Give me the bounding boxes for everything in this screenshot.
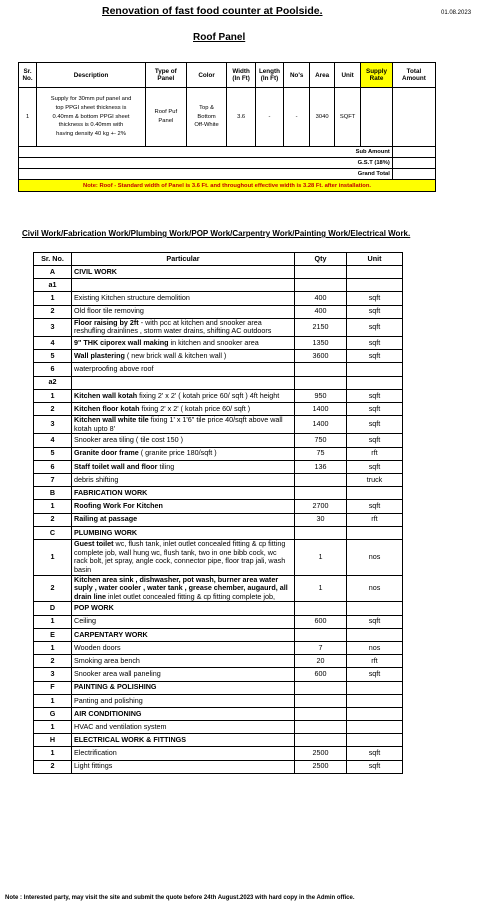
sub-amount-value [392, 147, 435, 158]
table-row [34, 760, 403, 773]
row-sr: D [34, 602, 72, 615]
table-row [34, 707, 403, 720]
table-row [34, 539, 403, 575]
row-particular-text: Old floor tile removing [74, 306, 144, 316]
row-qty [295, 681, 347, 694]
table-row [34, 747, 403, 760]
row-particular-text: Ceiling [74, 616, 96, 626]
header-description: Description [37, 63, 146, 88]
header-nos: No's [284, 63, 310, 88]
table-row [34, 305, 403, 318]
row-particular [72, 416, 295, 434]
row-qty: 600 [295, 615, 347, 628]
desc-line: 0.40mm & bottom PPGI sheet [52, 113, 130, 120]
row-sr: 1 [34, 641, 72, 654]
table-row [34, 575, 403, 602]
row-sr: 1 [34, 694, 72, 707]
row-particular-text: Electrification [74, 748, 117, 758]
header-particular: Particular [72, 253, 295, 266]
row-unit [347, 266, 403, 279]
row-particular [72, 668, 295, 681]
row-particular-text: AIR CONDITIONING [74, 708, 142, 718]
row-qty [295, 266, 347, 279]
table-row [34, 416, 403, 434]
row-sr: 2 [34, 655, 72, 668]
row-sr: F [34, 681, 72, 694]
row-particular [72, 602, 295, 615]
row-unit: sqft [347, 402, 403, 415]
row-particular [72, 500, 295, 513]
row-qty: 2150 [295, 318, 347, 336]
row-particular-text: HVAC and ventilation system [74, 721, 167, 731]
row-qty [295, 487, 347, 500]
row-particular-text: Light fittings [74, 761, 113, 771]
row-qty: 1350 [295, 337, 347, 350]
row-qty: 400 [295, 305, 347, 318]
row-particular-text: fixing 2' x 2' ( kotah price 60/ sqft ) [139, 403, 251, 413]
row-particular [72, 513, 295, 526]
row-qty: 20 [295, 655, 347, 668]
table-row [34, 266, 403, 279]
table-row [34, 734, 403, 747]
row-qty: 7 [295, 641, 347, 654]
header-sr-no: Sr. No. [34, 253, 72, 266]
row-unit [347, 681, 403, 694]
row-sr: B [34, 487, 72, 500]
row-qty [295, 279, 347, 292]
row-unit: rft [347, 447, 403, 460]
cell-length: - [255, 88, 283, 147]
row-unit: sqft [347, 747, 403, 760]
row-qty [295, 474, 347, 487]
row-unit: sqft [347, 615, 403, 628]
footer-note: Note : Interested party, may visit the site and submit the quote before 24th August.2023 with hard copy in the Admin office. [5, 895, 355, 901]
row-particular [72, 292, 295, 305]
table-row [34, 694, 403, 707]
row-particular [72, 376, 295, 389]
table-row [34, 681, 403, 694]
row-sr: 5 [34, 447, 72, 460]
table-row [34, 513, 403, 526]
row-qty: 75 [295, 447, 347, 460]
row-particular [72, 760, 295, 773]
row-particular-text: Panting and polishing [74, 695, 143, 705]
cell-total [392, 88, 435, 147]
row-particular-bold: Floor raising by 2ft [74, 318, 139, 327]
row-unit: rft [347, 513, 403, 526]
row-unit: truck [347, 474, 403, 487]
row-sr: 3 [34, 668, 72, 681]
table-row [34, 389, 403, 402]
row-qty: 400 [295, 292, 347, 305]
row-qty: 1 [295, 539, 347, 575]
row-qty: 136 [295, 460, 347, 473]
cell-area: 3040 [310, 88, 335, 147]
row-particular-text: - with pcc at kitchen and snooker area reshufling drainlines , storm water drains, shifting AC outdoors [74, 318, 272, 336]
row-unit: sqft [347, 668, 403, 681]
row-particular-bold: Kitchen wall white tile [74, 415, 149, 425]
row-particular [72, 434, 295, 447]
sub-amount-label: Sub Amount [19, 147, 393, 158]
row-unit [347, 526, 403, 539]
row-particular [72, 305, 295, 318]
table-row [34, 641, 403, 654]
row-particular [72, 707, 295, 720]
row-qty [295, 628, 347, 641]
row-particular-bold: Staff toilet wall and floor [74, 461, 158, 471]
roof-panel-table [18, 62, 436, 192]
row-sr: 2 [34, 402, 72, 415]
row-sr: A [34, 266, 72, 279]
row-particular-text: CARPENTARY WORK [74, 629, 148, 639]
row-particular-text: FABRICATION WORK [74, 487, 148, 497]
row-particular-text: tiling [157, 461, 175, 471]
row-particular-text: waterproofing above roof [74, 364, 154, 374]
row-qty [295, 376, 347, 389]
row-particular-text: CIVIL WORK [74, 266, 117, 276]
desc-line: top PPGI sheet thickness is [55, 104, 127, 111]
row-qty [295, 707, 347, 720]
row-qty: 3600 [295, 350, 347, 363]
row-sr: G [34, 707, 72, 720]
row-qty: 1400 [295, 416, 347, 434]
row-sr: 6 [34, 363, 72, 376]
row-qty: 1400 [295, 402, 347, 415]
row-particular [72, 655, 295, 668]
row-particular-text: POP WORK [74, 603, 114, 613]
row-sr: a2 [34, 376, 72, 389]
roof-note: Note: Roof - Standard width of Panel is 3.6 Ft. and throughout effective width is 3.28 Ft. after installation. [19, 180, 436, 192]
grand-total-label: Grand Total [19, 169, 393, 180]
table-row [34, 363, 403, 376]
row-particular [72, 447, 295, 460]
row-qty [295, 694, 347, 707]
row-particular-bold: Wall plastering [74, 350, 125, 360]
table-row [34, 628, 403, 641]
row-unit: sqft [347, 350, 403, 363]
table-row [34, 376, 403, 389]
table-row [34, 668, 403, 681]
row-qty: 1 [295, 575, 347, 602]
row-sr: 2 [34, 305, 72, 318]
type-line: Roof Puf [154, 109, 178, 116]
row-particular [72, 279, 295, 292]
row-particular-text: Snooker area wall paneling [74, 669, 161, 679]
work-table [33, 252, 403, 774]
cell-type [145, 88, 186, 147]
row-particular-text: ( new brick wall & kitchen wall ) [124, 350, 227, 360]
row-sr: C [34, 526, 72, 539]
row-sr: 4 [34, 434, 72, 447]
row-sr: 1 [34, 539, 72, 575]
row-sr: 5 [34, 350, 72, 363]
cell-sr: 1 [19, 88, 37, 147]
row-sr: 1 [34, 615, 72, 628]
row-sr: H [34, 734, 72, 747]
row-unit: rft [347, 655, 403, 668]
row-particular [72, 487, 295, 500]
row-particular-text: inlet outlet concealed fitting & cp fitting complete job, [105, 591, 275, 601]
table-row [34, 447, 403, 460]
row-particular [72, 337, 295, 350]
header-width: Width (In Ft) [227, 63, 255, 88]
row-unit: sqft [347, 337, 403, 350]
table-row [34, 655, 403, 668]
row-particular-bold: Kitchen area sink , dishwasher, pot wash, burner area water suply , water cooler , water tank , grease chember, augaurd, all drain line [74, 575, 288, 601]
row-particular-text: debris shifting [74, 474, 119, 484]
row-particular-bold: Kitchen wall kotah [74, 390, 138, 400]
row-sr: 1 [34, 747, 72, 760]
row-particular-text: Snooker area tiling ( tile cost 150 ) [74, 435, 184, 445]
row-particular-text: fixing 2' x 2' ( kotah price 60/ sqft ) 4ft height [137, 390, 280, 400]
row-particular-bold: Roofing Work For Kitchen [74, 501, 163, 511]
row-particular [72, 318, 295, 336]
cell-color [186, 88, 227, 147]
cell-description [37, 88, 146, 147]
row-unit [347, 628, 403, 641]
document-date: 01.08.2023 [441, 10, 472, 16]
row-particular-bold: Kitchen floor kotah [74, 403, 140, 413]
row-qty: 2500 [295, 747, 347, 760]
header-unit: Unit [347, 253, 403, 266]
row-particular [72, 539, 295, 575]
row-unit: sqft [347, 305, 403, 318]
row-sr: 1 [34, 721, 72, 734]
row-unit: sqft [347, 500, 403, 513]
row-unit [347, 279, 403, 292]
gst-value [392, 158, 435, 169]
roof-panel-subtitle: Roof Panel [193, 32, 246, 43]
table-row [34, 500, 403, 513]
row-unit [347, 734, 403, 747]
table-row [34, 602, 403, 615]
row-particular [72, 575, 295, 602]
row-unit [347, 707, 403, 720]
row-sr: 3 [34, 318, 72, 336]
row-particular [72, 721, 295, 734]
table-row [34, 402, 403, 415]
row-particular-text: Smoking area bench [74, 655, 140, 665]
row-unit [347, 694, 403, 707]
row-unit: sqft [347, 318, 403, 336]
row-unit [347, 376, 403, 389]
row-particular-bold: Railing at passage [74, 514, 138, 524]
row-particular-text: wc, flush tank, inlet outlet concealed fitting & cp fitting complete job, wall hung wc, flush tank, two in one bibb cock, wc rack bolt, jet spray, angle cock, connector pipe, floor trap jali, wash basin [74, 539, 286, 574]
table-row [34, 615, 403, 628]
row-qty: 600 [295, 668, 347, 681]
row-qty [295, 721, 347, 734]
row-qty: 950 [295, 389, 347, 402]
table-row [34, 526, 403, 539]
row-unit: nos [347, 641, 403, 654]
row-qty [295, 734, 347, 747]
header-qty: Qty [295, 253, 347, 266]
cell-width: 3.6 [227, 88, 255, 147]
row-particular [72, 681, 295, 694]
table-row [34, 279, 403, 292]
row-sr: 1 [34, 500, 72, 513]
row-particular [72, 628, 295, 641]
row-particular [72, 734, 295, 747]
row-sr: 2 [34, 760, 72, 773]
row-unit: sqft [347, 434, 403, 447]
row-particular-text: in kitchen and snooker area [168, 337, 259, 347]
row-sr: 7 [34, 474, 72, 487]
header-area: Area [310, 63, 335, 88]
header-unit: Unit [335, 63, 361, 88]
row-qty: 2500 [295, 760, 347, 773]
table-row [34, 337, 403, 350]
row-particular [72, 474, 295, 487]
row-particular [72, 363, 295, 376]
row-sr: 2 [34, 513, 72, 526]
row-particular [72, 747, 295, 760]
row-particular [72, 641, 295, 654]
row-particular-text: Wooden doors [74, 642, 121, 652]
row-qty: 2700 [295, 500, 347, 513]
row-particular [72, 350, 295, 363]
row-unit: sqft [347, 416, 403, 434]
row-particular [72, 615, 295, 628]
row-sr: 3 [34, 416, 72, 434]
grand-total-value [392, 169, 435, 180]
row-unit: nos [347, 575, 403, 602]
row-unit [347, 602, 403, 615]
row-unit: sqft [347, 460, 403, 473]
table-row [34, 460, 403, 473]
color-line: Top & [199, 104, 214, 111]
row-particular [72, 694, 295, 707]
row-sr: 2 [34, 575, 72, 602]
row-unit: sqft [347, 389, 403, 402]
table-row [34, 434, 403, 447]
row-particular [72, 526, 295, 539]
color-line: Off-White [194, 122, 219, 129]
header-type: Type of Panel [145, 63, 186, 88]
row-qty: 750 [295, 434, 347, 447]
table-row [34, 721, 403, 734]
row-qty [295, 526, 347, 539]
header-sr: Sr. No. [19, 63, 37, 88]
row-qty [295, 602, 347, 615]
row-unit: sqft [347, 292, 403, 305]
row-unit [347, 721, 403, 734]
row-particular [72, 460, 295, 473]
row-sr: E [34, 628, 72, 641]
type-line: Panel [158, 118, 174, 124]
cell-unit: SQFT [335, 88, 361, 147]
cell-rate [361, 88, 393, 147]
desc-line: thickness is 0.40mm with [58, 122, 124, 129]
row-sr: 1 [34, 292, 72, 305]
row-qty [295, 363, 347, 376]
row-unit: sqft [347, 760, 403, 773]
row-particular-text: PLUMBING WORK [74, 527, 138, 537]
row-particular-text: Existing Kitchen structure demolition [74, 293, 190, 303]
table-row [34, 474, 403, 487]
row-particular-text: fixing 1' x 1'6" tile price 40/sqft above wall kotah upto 8' [74, 415, 283, 433]
header-color: Color [186, 63, 227, 88]
row-unit [347, 363, 403, 376]
row-sr: a1 [34, 279, 72, 292]
row-sr: 6 [34, 460, 72, 473]
row-particular-text: ( granite price 180/sqft ) [138, 448, 217, 458]
header-length: Length (In Ft) [255, 63, 283, 88]
row-unit [347, 487, 403, 500]
header-supply-rate: Supply Rate [361, 63, 393, 88]
row-sr: 1 [34, 389, 72, 402]
cell-nos: - [284, 88, 310, 147]
row-qty: 30 [295, 513, 347, 526]
document-title: Renovation of fast food counter at Poolside. [102, 5, 323, 17]
table-row [34, 487, 403, 500]
desc-line: having density 40 kg +- 2% [56, 131, 126, 138]
table-row [34, 350, 403, 363]
row-particular-bold: Granite door frame [74, 448, 139, 458]
table-row [34, 318, 403, 336]
color-line: Bottom [197, 113, 216, 120]
section-heading: Civil Work/Fabrication Work/Plumbing Work/POP Work/Carpentry Work/Painting Work/Electrical Work. [22, 229, 411, 238]
row-sr: 4 [34, 337, 72, 350]
desc-line: Supply for 30mm puf panel and [50, 95, 132, 102]
row-particular [72, 389, 295, 402]
header-total: Total Amount [392, 63, 435, 88]
row-unit: nos [347, 539, 403, 575]
row-particular-bold: Guest toilet [74, 539, 114, 548]
gst-label: G.S.T (18%) [19, 158, 393, 169]
table-row [34, 292, 403, 305]
row-particular-text: ELECTRICAL WORK & FITTINGS [74, 735, 187, 745]
row-particular-text: PAINTING & POLISHING [74, 682, 157, 692]
row-particular [72, 266, 295, 279]
row-particular-bold: 9" THK ciporex wall making [74, 337, 169, 347]
row-particular [72, 402, 295, 415]
